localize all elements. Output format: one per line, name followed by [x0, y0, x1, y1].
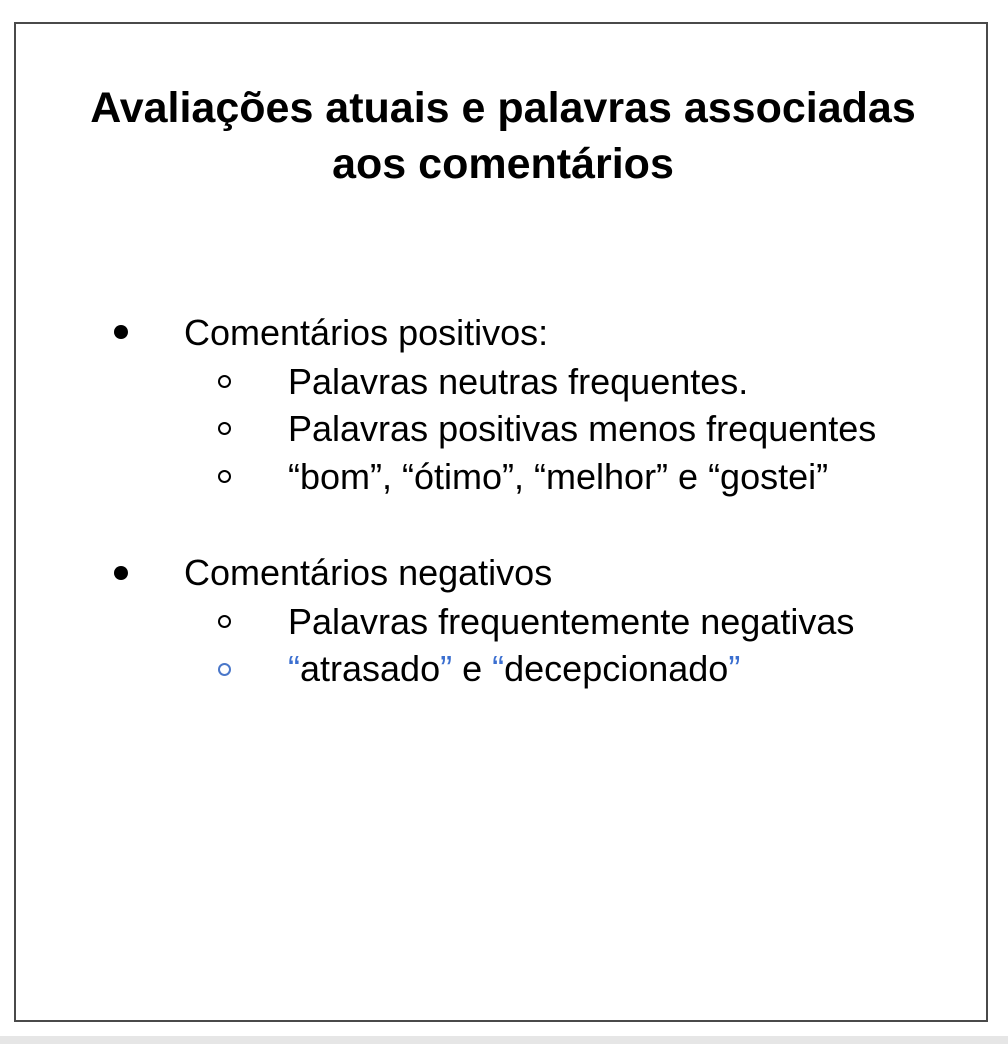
- open-quote: “: [492, 648, 505, 689]
- list-item: Palavras frequentemente negativas: [288, 601, 855, 642]
- slide-title-line1: Avaliações atuais e palavras associadas: [90, 84, 916, 132]
- highlight-list-item: [288, 646, 740, 692]
- section-heading-negative: Comentários negativos: [184, 552, 553, 593]
- sub-bullet-marker: [218, 422, 231, 435]
- slide: [14, 22, 988, 1022]
- bullet-marker: [114, 325, 128, 339]
- sub-bullet-marker: [218, 375, 231, 388]
- conjunction: e: [452, 648, 493, 689]
- section-heading-positive: Comentários positivos:: [184, 312, 549, 353]
- list-item: Palavras positivas menos frequentes: [288, 408, 877, 449]
- close-quote: ”: [440, 648, 453, 689]
- slide-title-line2: aos comentários: [332, 140, 674, 188]
- bullet-marker: [114, 566, 128, 580]
- word-decepcionado: decepcionado: [504, 648, 729, 689]
- list-item: Palavras neutras frequentes.: [288, 361, 749, 402]
- open-quote: “: [288, 648, 300, 689]
- bottom-strip: [0, 1036, 1008, 1044]
- list-item: “bom”, “ótimo”, “melhor” e “gostei”: [288, 456, 829, 497]
- word-atrasado: atrasado: [300, 648, 441, 689]
- close-quote: ”: [728, 648, 741, 689]
- sub-bullet-marker-highlight: [218, 663, 231, 676]
- sub-bullet-marker: [218, 615, 231, 628]
- bullet-list: [16, 24, 990, 1024]
- sub-bullet-marker: [218, 470, 231, 483]
